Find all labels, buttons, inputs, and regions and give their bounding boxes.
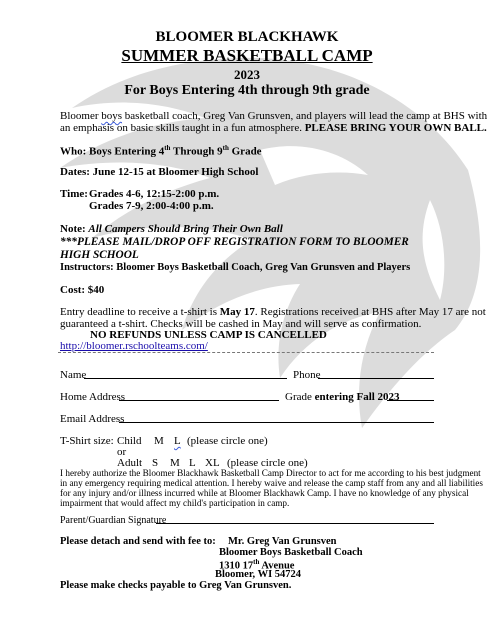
who-line [60,144,262,158]
deadline-line-2: guaranteed a t-shirt. Checks will be cashed in May and will serve as confirmation. [60,318,422,330]
checks-payable-line: Please make checks payable to Greg Van Grunsven. [60,580,292,591]
deadline-line-1 [60,306,486,318]
child-size-m[interactable]: M [154,435,164,447]
who-mid: Through 9 [170,145,223,158]
title-summer-camp: SUMMER BASKETBALL CAMP [121,46,373,65]
title-bloomer-blackhawk: BLOOMER BLACKHAWK [155,29,339,45]
who-suffix: Grade [228,145,262,158]
instructors-line: Instructors: Bloomer Boys Basketball Coach, Greg Van Grunsven and Players [60,262,411,273]
mail-to-org: Bloomer Boys Basketball Coach [219,547,363,558]
adult-size-l[interactable]: L [189,457,196,469]
note-text: All Campers Should Bring Their Own Ball [88,223,283,235]
time-line-2: Grades 7-9, 2:00-4:00 p.m. [89,200,214,212]
home-address-label: Home Address [60,391,126,403]
email-label: Email Address [60,413,125,425]
no-refunds-notice: NO REFUNDS UNLESS CAMP IS CANCELLED [90,329,327,341]
intro-post: basketball coach, Greg Van Grunsven, and players will lead the camp at BHS with [122,110,488,122]
deadline-pre: Entry deadline to receive a t-shirt is [60,306,220,318]
street-sup: th [253,558,260,566]
intro-line2-text: an emphasis on basic skills taught in a fun atmosphere. [60,122,302,134]
intro-misspelled-word: boys [101,110,123,122]
name-label: Name [60,369,87,381]
name-field[interactable] [84,378,287,379]
intro-line-1 [60,110,487,122]
mail-to-city: Bloomer, WI 54724 [215,569,302,580]
time-line-1: Grades 4-6, 12:15-2:00 p.m. [89,188,220,200]
signature-field[interactable] [156,523,434,524]
intro-line-2 [60,122,487,134]
who-sup-2: th [222,144,229,152]
or-label: or [117,446,127,458]
note-line [60,223,283,235]
waiver-line-3: for any injury and/or illness incurred while at Bloomer Blackhawk Camp. I have no knowledge of any physical [60,488,469,498]
who-sup-1: th [164,144,171,152]
signature-label: Parent/Guardian Signature [60,515,167,526]
waiver-line-4: impairment that would affect my child's participation in camp. [60,498,290,508]
deadline-post: . Registrations received at BHS after May 17 are not [254,306,486,318]
mail-line-1: ***PLEASE MAIL/DROP OFF REGISTRATION FORM TO BLOOMER [60,236,409,248]
detach-label: Please detach and send with fee to: [60,536,216,547]
grade-label [285,391,400,403]
cost-line: Cost: $40 [60,284,105,296]
intro-pre: Bloomer [60,110,102,122]
child-circle-note: (please circle one) [187,435,268,447]
note-label: Note: [60,223,86,235]
title-year: 2023 [234,67,260,82]
subtitle-grades: For Boys Entering 4th through 9th grade [124,83,370,98]
who-prefix: Who: Boys Entering 4 [60,145,165,158]
adult-size-m[interactable]: M [170,457,180,469]
grade-field[interactable] [387,400,434,401]
waiver-line-1: I hereby authorize the Bloomer Blackhawk Basketball Camp Director to act for me according to his best judgment [60,468,481,478]
child-size-l[interactable]: L [174,435,181,447]
adult-label: Adult [117,457,143,469]
email-field[interactable] [119,422,434,423]
phone-label: Phone [293,369,321,381]
grade-label-bold: entering Fall 2023 [314,391,400,403]
adult-size-xl[interactable]: XL [205,457,220,469]
deadline-date: May 17 [219,306,255,318]
dates-line: Dates: June 12-15 at Bloomer High School [60,166,259,178]
street-pre: 1310 17 [219,560,254,572]
detach-divider [58,352,434,353]
time-label: Time: [60,188,88,200]
adult-circle-note: (please circle one) [227,457,308,469]
home-address-field[interactable] [119,400,279,401]
child-label: Child [117,435,142,447]
waiver-line-2: in any emergency requiring medical attention. I hereby waive and release the camp staff from any and all liabilities [60,478,483,488]
tshirt-label: T-Shirt size: [60,435,114,447]
bring-ball-notice: PLEASE BRING YOUR OWN BALL. [304,122,487,134]
phone-field[interactable] [318,378,434,379]
adult-size-s[interactable]: S [152,457,159,469]
street-post: Avenue [259,560,295,572]
grade-label-pre: Grade [285,391,315,403]
mail-line-2: HIGH SCHOOL [60,249,139,261]
website-link[interactable]: http://bloomer.rschoolteams.com/ [60,340,208,352]
mail-to-name: Mr. Greg Van Grunsven [228,536,337,547]
